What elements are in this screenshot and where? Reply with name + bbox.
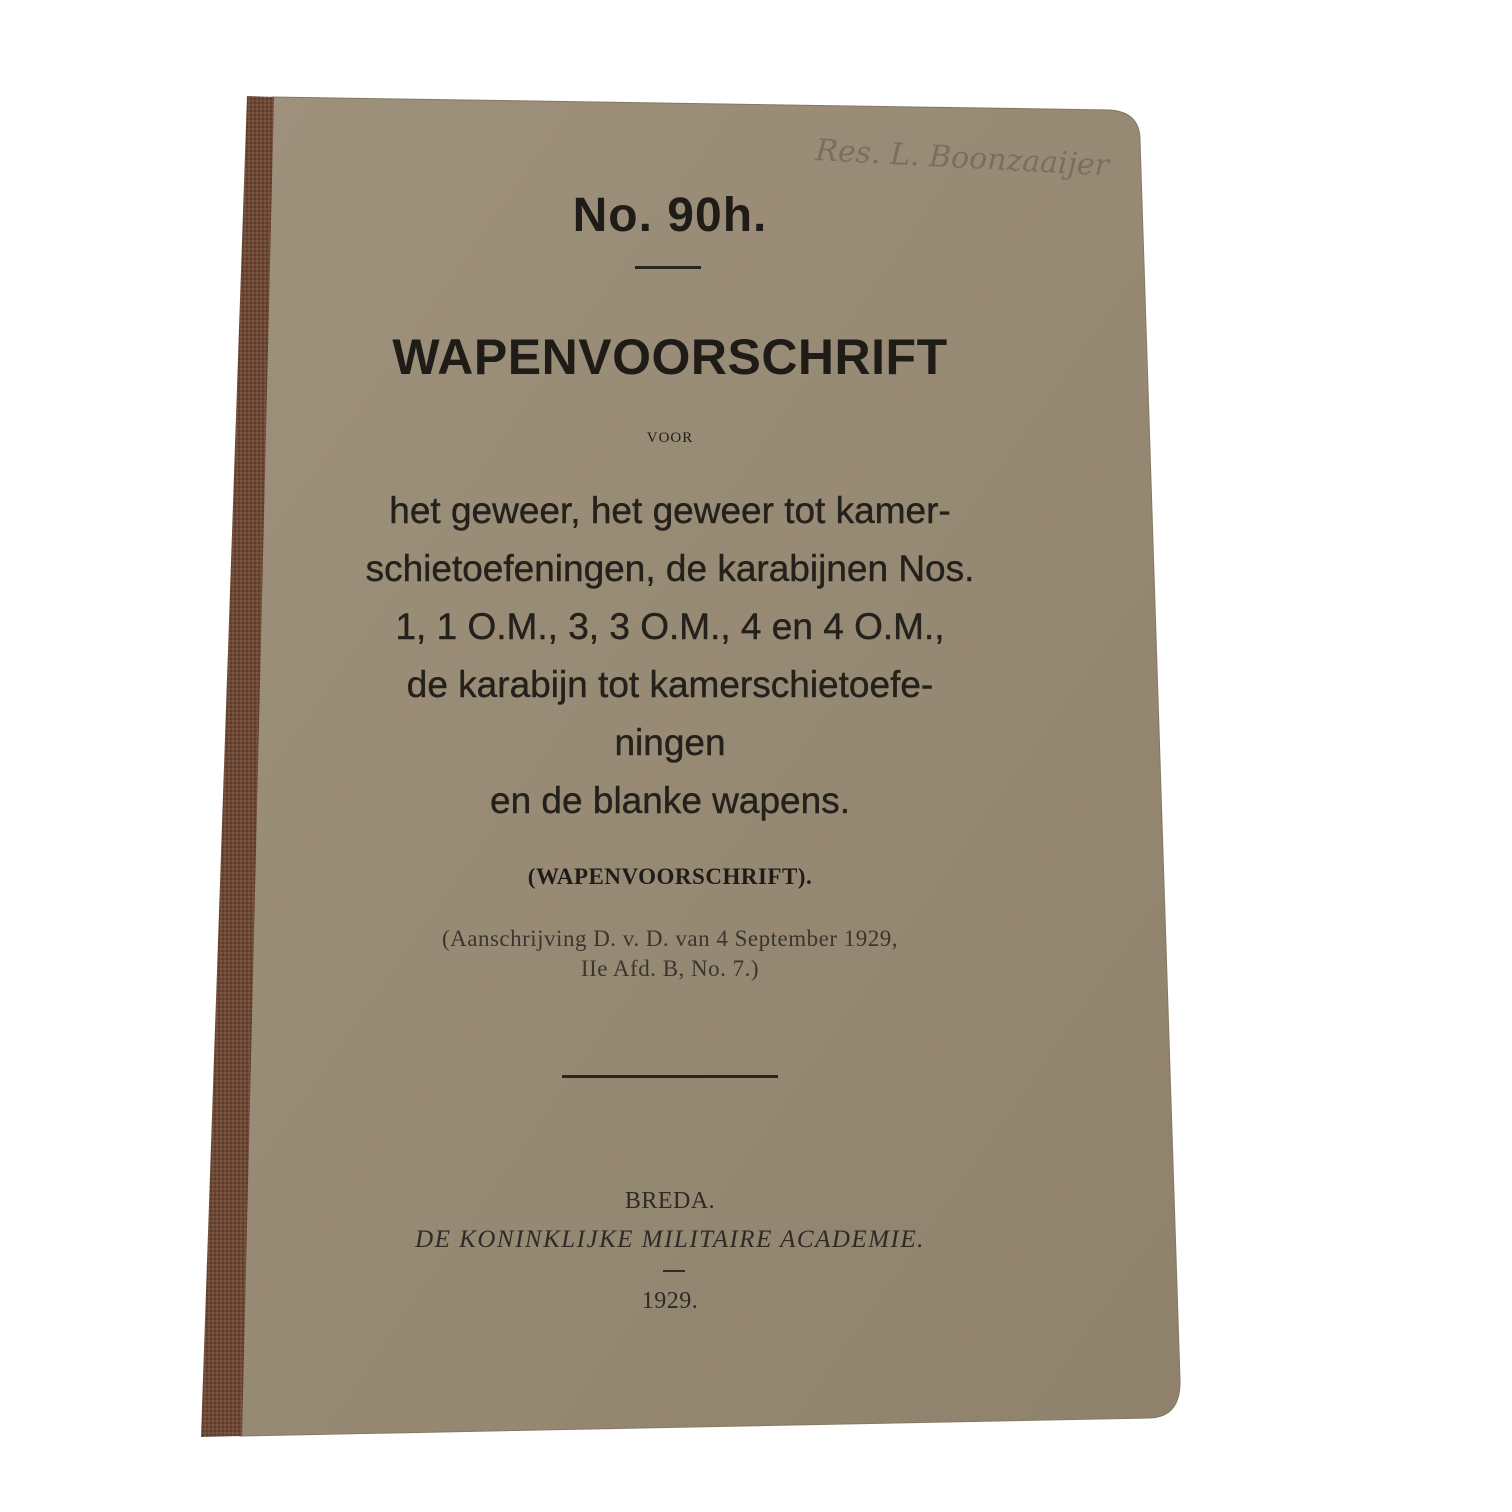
year: 1929. <box>641 1288 699 1314</box>
voor-label: VOOR <box>646 430 694 446</box>
description-line: de karabijn tot kamerschietoefe- <box>406 664 934 705</box>
divider-long <box>562 1075 778 1078</box>
divider-tiny <box>663 1270 685 1272</box>
document-number: No. 90h. <box>572 189 768 242</box>
description-line: ningen <box>614 722 726 763</box>
description <box>280 482 1060 830</box>
publisher: DE KONINKLIJKE MILITAIRE ACADEMIE. <box>415 1226 925 1253</box>
reference-line: IIe Afd. B, No. 7.) <box>580 956 760 981</box>
description-line: en de blanke wapens. <box>490 780 850 821</box>
divider-short <box>635 266 701 269</box>
handwritten-note: Res. L. Boonzaaijer <box>814 133 1110 184</box>
city: BREDA. <box>624 1188 716 1214</box>
description-line: 1, 1 O.M., 3, 3 O.M., 4 en 4 O.M., <box>395 606 945 647</box>
document-title: WAPENVOORSCHRIFT <box>392 329 948 385</box>
reference-line: (Aanschrijving D. v. D. van 4 September 1929, <box>441 926 898 951</box>
cover-text-block <box>280 96 1060 1416</box>
short-title: (WAPENVOORSCHRIFT). <box>527 864 813 889</box>
description-line: het geweer, het geweer tot kamer- <box>389 490 951 531</box>
description-line: schietoefeningen, de karabijnen Nos. <box>365 548 975 589</box>
reference <box>280 924 1060 984</box>
